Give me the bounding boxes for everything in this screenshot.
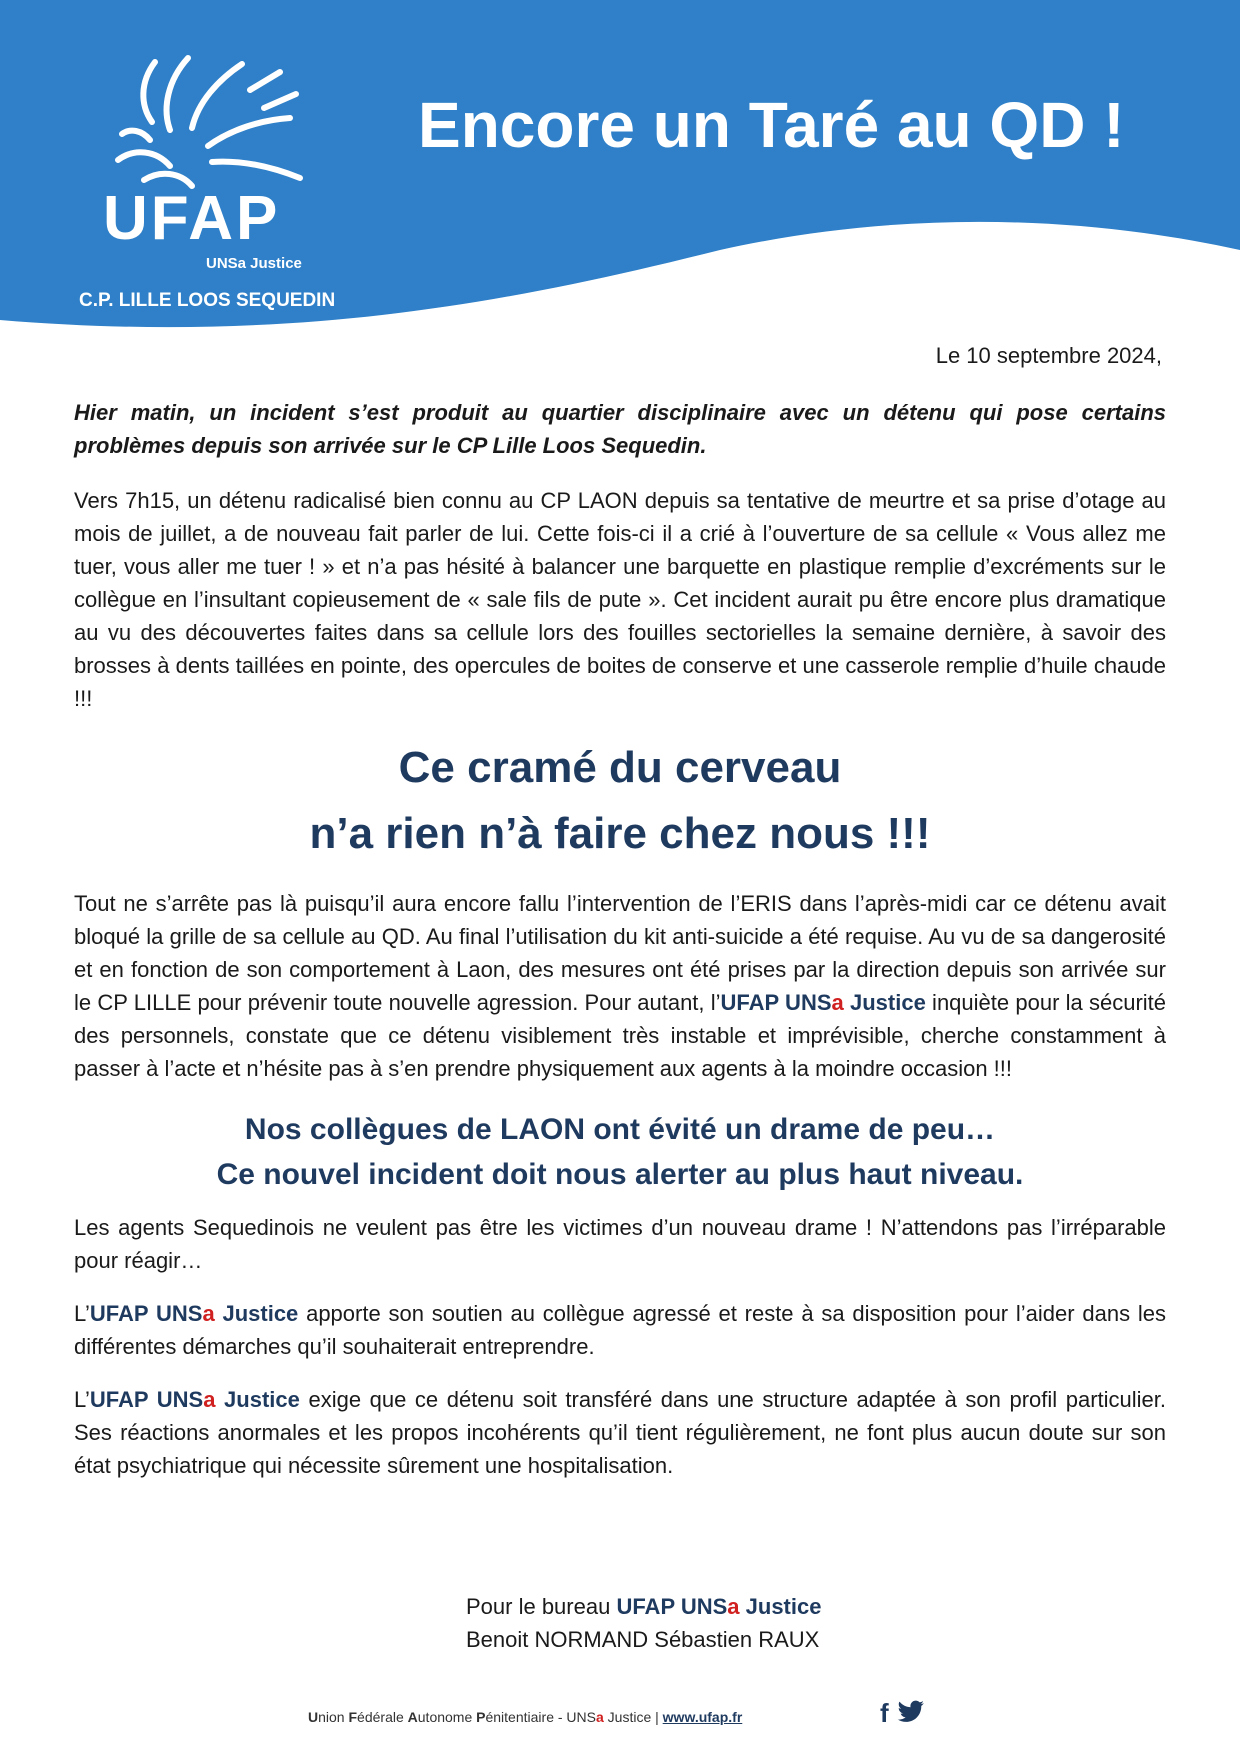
paragraph-4-start: L’ [74,1301,90,1326]
facebook-icon[interactable]: f [880,1698,889,1728]
signature-line-1 [466,1590,821,1623]
brand-name [90,1301,298,1326]
page-title: Encore un Taré au QD ! [418,89,1125,161]
date: Le 10 septembre 2024, [935,343,1162,368]
brand-name [90,1387,300,1412]
brand-part-1: UFAP UNS [89,1387,204,1412]
paragraph-4-end: apporte son soutien au collègue agressé et reste à sa disposition pour l’aider dans les différentes démarches qu’il souhaiterait entreprendre. [74,1301,1166,1359]
footer-a: A [407,1709,418,1725]
paragraph-5 [74,1383,1166,1482]
brand-part-1: UFAP UNS [720,990,832,1015]
paragraph-2-end: inquiète pour la sécurité des personnels, constate que ce détenu visiblement très instable et imprévisible, cherche constamment à passer à l’acte et n’hésite pas à s’en prendre physiquement aux agents à la moindre occasion !!! [74,990,1167,1081]
twitter-bird-icon[interactable] [897,1700,925,1724]
paragraph-2 [74,887,1166,1085]
subtitle-line-2: Ce nouvel incident doit nous alerter au plus haut niveau. [216,1158,1024,1191]
brand-part-1: UFAP UNS [616,1594,728,1619]
brand-name [616,1594,821,1619]
footer-p: P [476,1709,486,1725]
brand-a: a [203,1387,216,1412]
footer-f: F [348,1709,358,1725]
brand-part-2: Justice [843,990,926,1015]
brand-part-2: Justice [214,1301,299,1326]
footer-t4: énitentiaire - UNS [485,1709,596,1725]
paragraph-3: Les agents Sequedinois ne veulent pas être les victimes d’un nouveau drame ! N’attendons pas l’irréparable pour réagir… [74,1215,1166,1273]
brand-part-2: Justice [739,1594,822,1619]
brand-part-2: Justice [215,1387,300,1412]
paragraph-2-start: Tout ne s’arrête pas là puisqu’il aura encore fallu l’intervention de l’ERIS dans l’après-midi car ce détenu avait bloqué la grille de sa cellule au QD. Au final l’utilisation du kit anti-suicide a été requise. Au vu de sa dangerosité et en fonction de son comportement à Laon, des mesures ont été prises par la direction depuis son arrivée sur le CP LILLE pour prévenir toute nouvelle agression. Pour autant, l’ [74,891,1166,1015]
brand-a: a [727,1594,740,1619]
footer [308,1709,742,1725]
flame-logo-icon [100,50,310,190]
article-body [74,396,1166,1482]
footer-t3: utonome [417,1709,477,1725]
footer-t2: édérale [357,1709,408,1725]
footer-t1: nion [318,1709,349,1725]
site-name: C.P. LILLE LOOS SEQUEDIN [79,290,336,311]
social-links [880,1700,925,1726]
paragraph-4 [74,1297,1166,1363]
headline-block [74,735,1166,867]
footer-u: U [308,1709,319,1725]
brand-a: a [202,1301,215,1326]
brand-name [721,990,926,1015]
paragraph-5-end: exige que ce détenu soit transféré dans une structure adaptée à son profil particulier. Ses réactions anormales et les propos incohérents qu’il tient régulièrement, ne font plus aucun doute sur son état psychiatrique qui nécessite sûrement une hospitalisation. [74,1387,1166,1478]
footer-a-red: a [595,1709,604,1725]
website-link[interactable]: www.ufap.fr [662,1709,743,1725]
paragraph-5-start: L’ [74,1387,90,1412]
brand-part-1: UFAP UNS [89,1301,203,1326]
signature-names: Benoit NORMAND Sébastien RAUX [466,1627,820,1652]
headline-line-1: Ce cramé du cerveau [398,743,842,792]
signature-prefix: Pour le bureau [466,1594,617,1619]
headline-line-2: n’a rien n’à faire chez nous !!! [309,809,931,858]
brand-a: a [831,990,844,1015]
subtitle-line-1: Nos collègues de LAON ont évité un drame de peu… [244,1113,996,1146]
subtitle-block [74,1107,1166,1197]
paragraph-1: Vers 7h15, un détenu radicalisé bien connu au CP LAON depuis sa tentative de meurtre et sa prise d’otage au mois de juillet, a de nouveau fait parler de lui. Cette fois-ci il a crié à l’ouverture de sa cellule « Vous allez me tuer, vous aller me tuer ! » et n’a pas hésité à balancer une barquette en plastique remplie d’excréments sur le collègue en l’insultant copieusement de « sale fils de pute ». Cet incident aurait pu être encore plus dramatique au vu des découvertes faites dans sa cellule lors des fouilles sectorielles la semaine dernière, à savoir des brosses à dents taillées en pointe, des opercules de boites de conserve et une casserole remplie d’huile chaude !!! [74,488,1166,711]
signature [466,1590,821,1656]
footer-t5: Justice | [603,1709,663,1725]
logo-wordmark: UFAP [103,184,281,253]
logo-subtext: UNSa Justice [206,255,302,272]
intro-paragraph: Hier matin, un incident s’est produit au quartier disciplinaire avec un détenu qui pose certains problèmes depuis son arrivée sur le CP Lille Loos Sequedin. [74,400,1166,458]
